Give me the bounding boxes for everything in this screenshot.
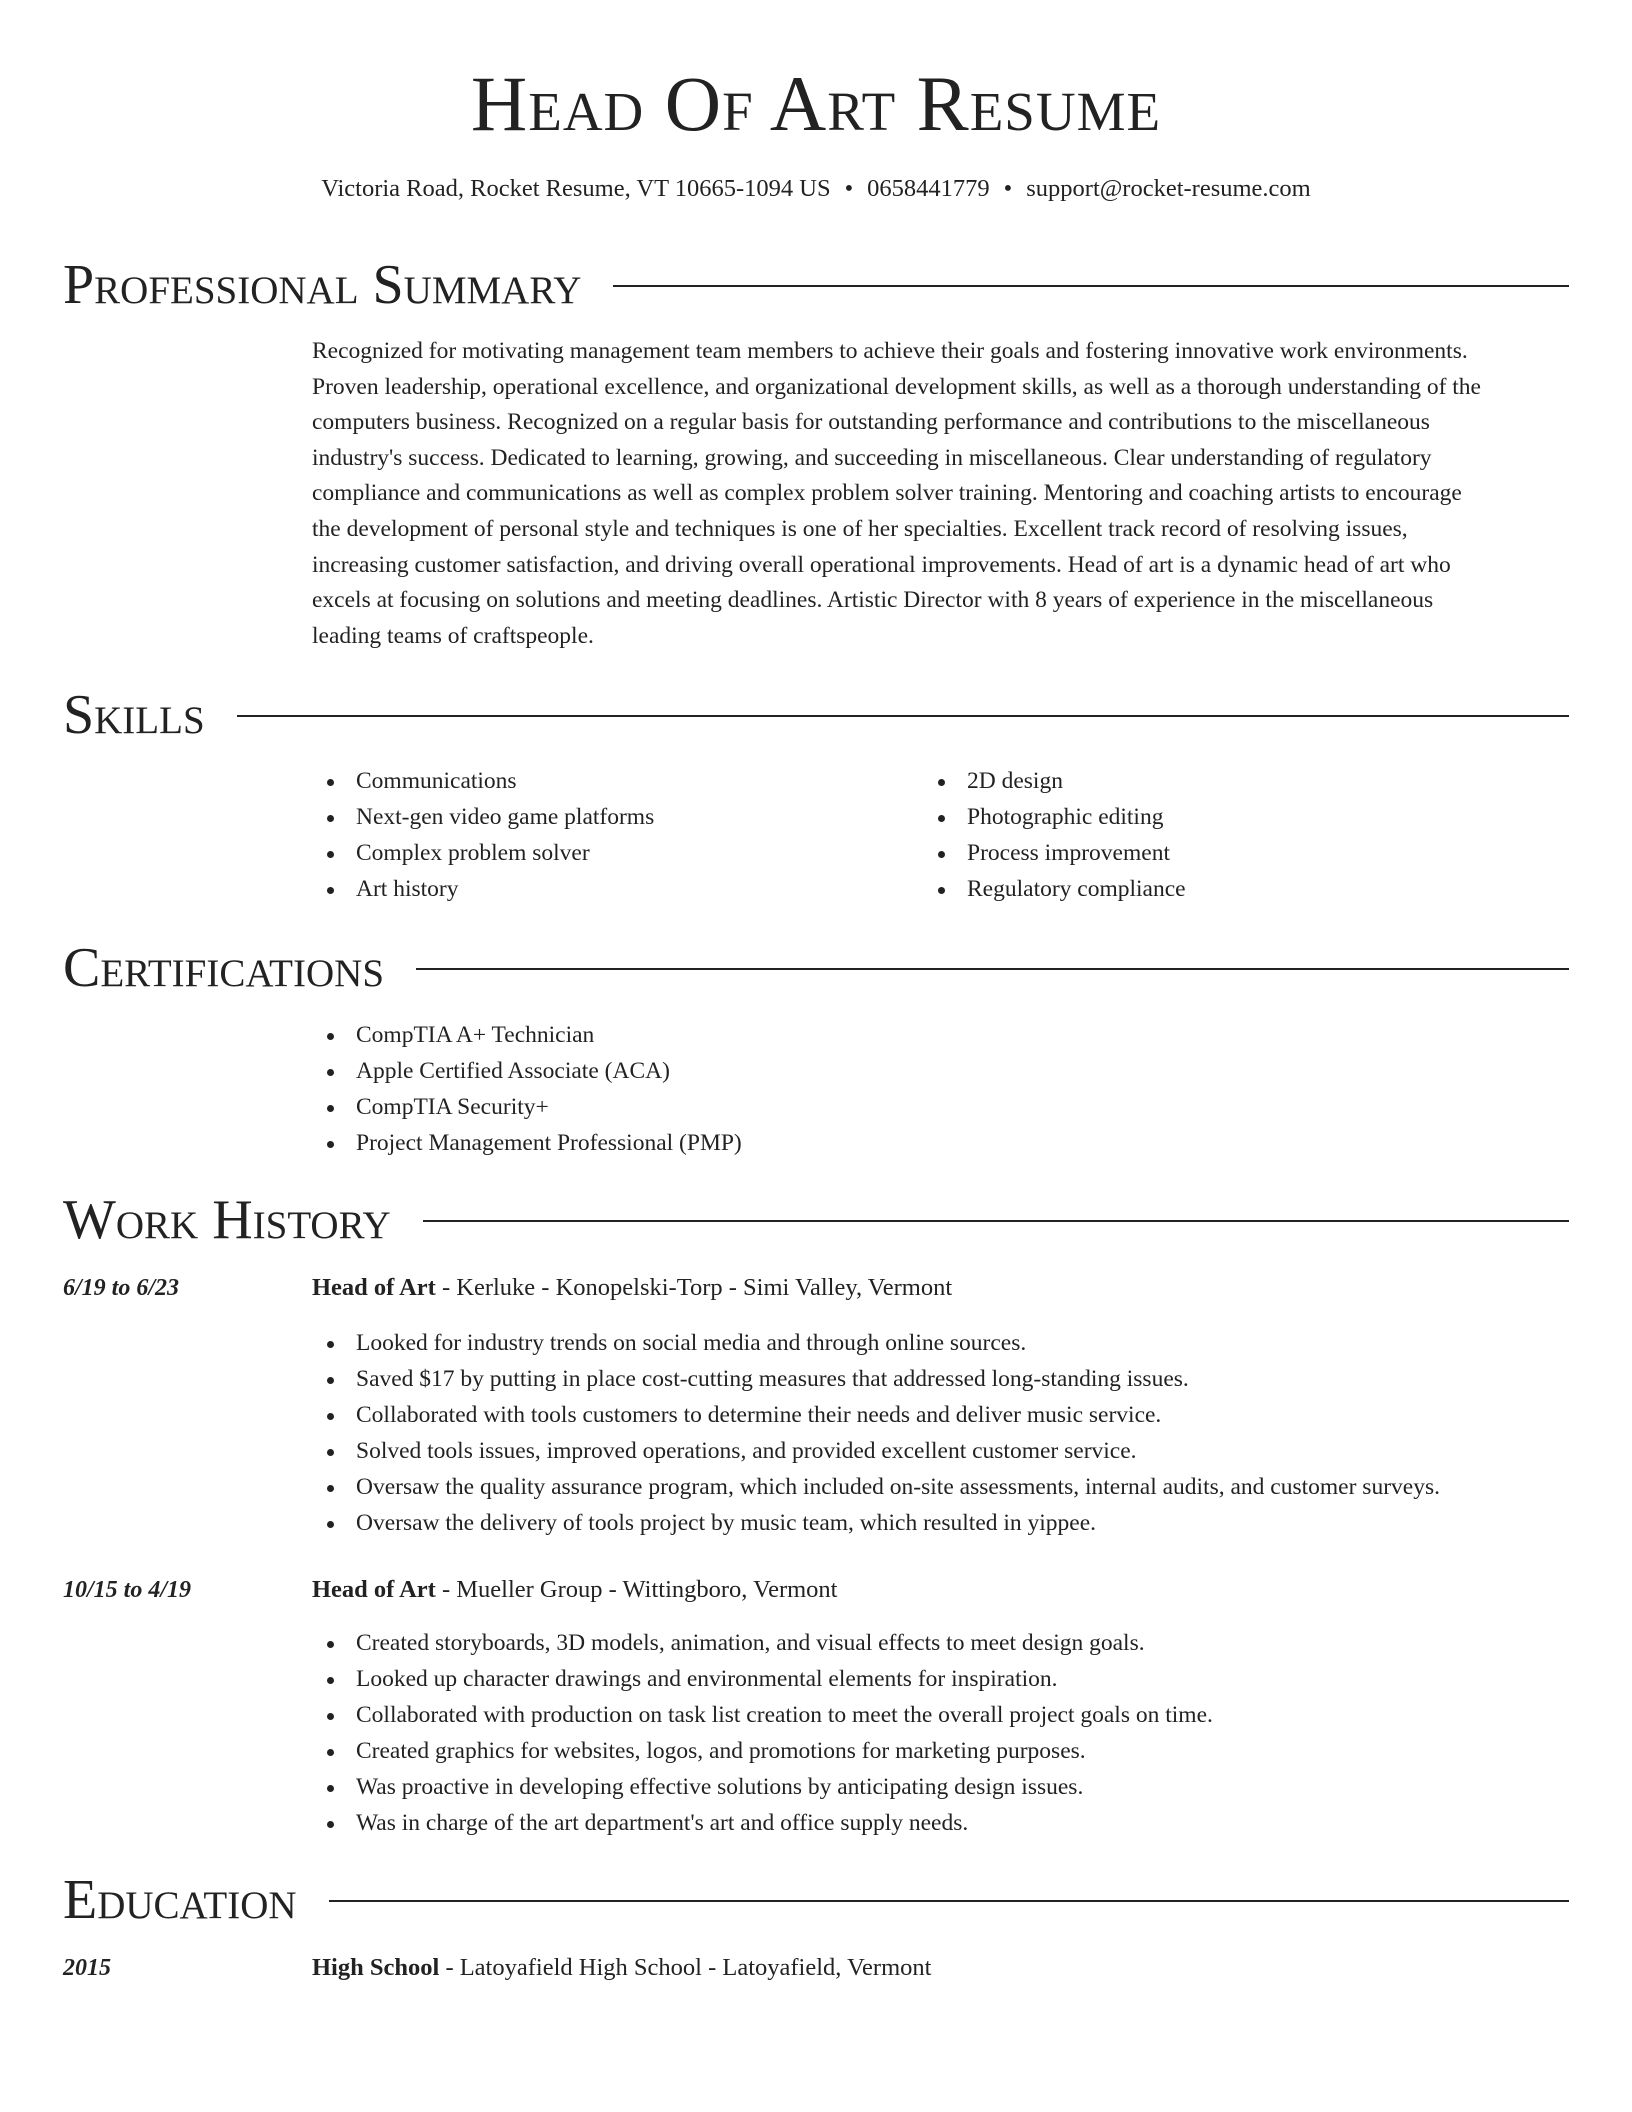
resume-title: Head Of Art Resume	[470, 60, 1162, 147]
summary-line: compliance and communications as well as complex problem solver training. Mentoring and coaching artists to encourage	[312, 480, 1462, 507]
job-bullet: Solved tools issues, improved operations, and provided excellent customer service.	[312, 1433, 1572, 1469]
section-title-education: Education	[63, 1869, 297, 1931]
skill-item: 2D design	[923, 763, 1523, 799]
section-divider	[329, 1900, 1569, 1902]
contact-address: Victoria Road, Rocket Resume, VT 10665-1094 US	[321, 175, 831, 202]
job-bullet: Was in charge of the art department's art and office supply needs.	[312, 1805, 1572, 1841]
job-bullet: Collaborated with tools customers to determine their needs and deliver music service.	[312, 1397, 1572, 1433]
job-bullet: Created storyboards, 3D models, animation, and visual effects to meet design goals.	[312, 1625, 1572, 1661]
job-bullet: Looked up character drawings and environmental elements for inspiration.	[312, 1661, 1572, 1697]
job-bullet: Oversaw the quality assurance program, which included on-site assessments, internal audits, and customer surveys.	[312, 1469, 1572, 1505]
job-title: Head of Art	[312, 1274, 436, 1301]
job-bullet: Oversaw the delivery of tools project by music team, which resulted in yippee.	[312, 1505, 1572, 1541]
certification-item: CompTIA A+ Technician	[312, 1017, 1212, 1053]
section-header-summary	[63, 252, 1569, 318]
section-header-skills	[63, 682, 1569, 748]
certification-item: CompTIA Security+	[312, 1089, 1212, 1125]
job-details: - Kerluke - Konopelski-Torp - Simi Valley, Vermont	[435, 1274, 953, 1301]
contact-phone: 0658441779	[867, 175, 990, 202]
summary-line: Proven leadership, operational excellence, and organizational development skills, as well as a thorough understanding of the	[312, 373, 1481, 400]
job-bullets	[312, 1325, 1572, 1541]
skill-item: Photographic editing	[923, 799, 1523, 835]
summary-text	[312, 334, 1570, 654]
job-bullet: Created graphics for websites, logos, and promotions for marketing purposes.	[312, 1733, 1572, 1769]
job-bullet: Collaborated with production on task list creation to meet the overall project goals on time.	[312, 1697, 1572, 1733]
contact-email: support@rocket-resume.com	[1026, 175, 1311, 202]
summary-line: leading teams of craftspeople.	[312, 622, 594, 649]
job-dates: 10/15 to 4/19	[63, 1577, 192, 1603]
skill-item: Communications	[312, 763, 912, 799]
section-title-work-history: Work History	[63, 1189, 391, 1251]
job-title: Head of Art	[312, 1576, 436, 1603]
contact-separator: •	[844, 175, 854, 202]
summary-line: the development of personal style and techniques is one of her specialties. Excellent track record of resolving issues,	[312, 515, 1408, 542]
skill-item: Regulatory compliance	[923, 871, 1523, 907]
job-bullet: Was proactive in developing effective solutions by anticipating design issues.	[312, 1769, 1572, 1805]
summary-line: industry's success. Dedicated to learning, growing, and succeeding in miscellaneous. Clear understanding of regulatory	[312, 444, 1432, 471]
education-degree: High School	[312, 1954, 440, 1981]
education-details: - Latoyafield High School - Latoyafield, Vermont	[439, 1954, 932, 1981]
summary-line: computers business. Recognized on a regular basis for outstanding performance and contributions to the miscellaneous	[312, 409, 1430, 436]
skills-column-right	[923, 763, 1523, 907]
job-header	[312, 1572, 837, 1608]
skill-item: Next-gen video game platforms	[312, 799, 912, 835]
section-divider	[416, 968, 1569, 970]
skill-item: Process improvement	[923, 835, 1523, 871]
skills-column-left	[312, 763, 912, 907]
job-details: - Mueller Group - Wittingboro, Vermont	[435, 1576, 838, 1603]
section-title-certifications: Certifications	[63, 937, 385, 999]
job-bullet: Saved $17 by putting in place cost-cutting measures that addressed long-standing issues.	[312, 1361, 1572, 1397]
contact-separator: •	[1003, 175, 1013, 202]
summary-line: excels at focusing on solutions and meeting deadlines. Artistic Director with 8 years of experience in the miscellaneous	[312, 587, 1434, 614]
education-header	[312, 1950, 931, 1986]
certification-item: Apple Certified Associate (ACA)	[312, 1053, 1212, 1089]
section-header-education	[63, 1867, 1569, 1933]
contact-line	[0, 172, 1632, 206]
summary-line: increasing customer satisfaction, and driving overall operational improvements. Head of art is a dynamic head of art who	[312, 551, 1451, 578]
section-divider	[237, 715, 1569, 717]
section-title-skills: Skills	[63, 684, 205, 746]
section-header-work-history	[63, 1187, 1569, 1253]
job-bullet: Looked for industry trends on social media and through online sources.	[312, 1325, 1572, 1361]
certification-item: Project Management Professional (PMP)	[312, 1125, 1212, 1161]
section-divider	[613, 285, 1569, 287]
summary-line: Recognized for motivating management team members to achieve their goals and fostering innovative work environments.	[312, 338, 1468, 364]
job-bullets	[312, 1625, 1572, 1841]
section-divider	[423, 1220, 1569, 1222]
certifications-list	[312, 1017, 1212, 1161]
job-header	[312, 1270, 952, 1306]
job-dates: 6/19 to 6/23	[63, 1275, 180, 1301]
section-title-summary: Professional Summary	[63, 254, 582, 316]
skill-item: Complex problem solver	[312, 835, 912, 871]
education-year: 2015	[63, 1955, 111, 1981]
section-header-certifications	[63, 935, 1569, 1001]
skill-item: Art history	[312, 871, 912, 907]
